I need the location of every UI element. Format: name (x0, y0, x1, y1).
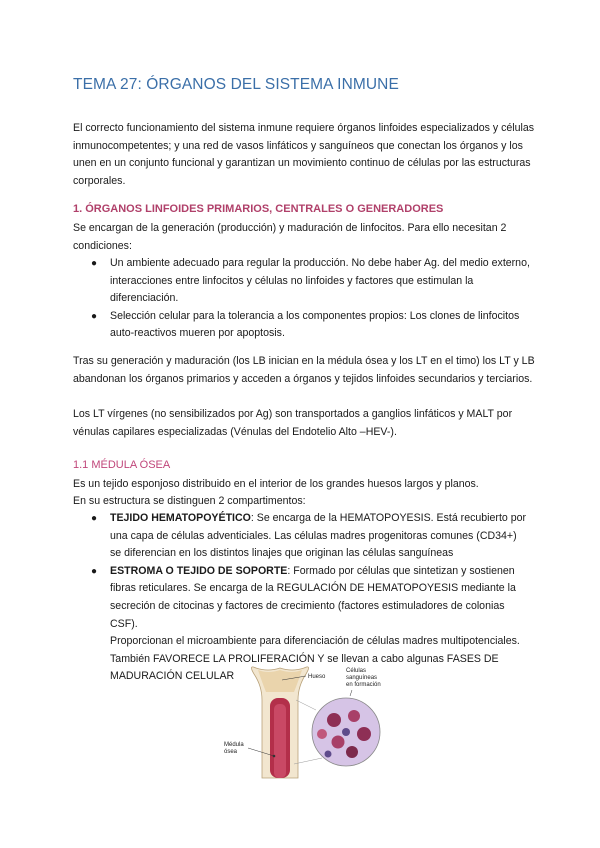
section-1-heading: 1. ÓRGANOS LINFOIDES PRIMARIOS, CENTRALES O GENERADORES (73, 203, 444, 215)
bullet-text: : Formado por células que sintetizan y sostienen fibras reticulares. Se encarga de la REGULACIÓN DE HEMATOPOYESIS mediante la secreción de citocinas y factores de crecimiento (factores estimuladores de colonias CSF). (110, 564, 516, 630)
cells-zoom-icon (312, 698, 380, 766)
intro-paragraph: El correcto funcionamiento del sistema inmune requiere órganos linfoides especializados y células inmunocompetentes; y una red de vasos linfáticos y sanguíneos que conectan los órganos y los unen en un conjunto funcional y garantizan un movimiento continuo de células por las estructuras corporales. (73, 122, 535, 187)
bone-marrow-illustration (218, 660, 388, 780)
label-cells-3: en formación (346, 682, 381, 688)
bullet-text: Selección celular para la tolerancia a los componentes propios: Los clones de linfocitos auto-reactivos mueren por apoptosis. (110, 309, 520, 340)
bullet-term: TEJIDO HEMATOPOYÉTICO (110, 512, 251, 524)
label-marrow-2: ósea (224, 749, 238, 755)
bullet-text: Proporcionan el microambiente para diferenciación de células madres multipotenciales. También FAVORECE LA PROLIFERACIÓN Y se llevan a cabo algunas FASES DE MADURACIÓN CELULAR (110, 635, 520, 683)
section-1-lead: Se encargan de la generación (producción) y maduración de linfocitos. Para ello necesitan 2 condiciones: (73, 222, 507, 252)
list-item (91, 255, 530, 308)
bullet-icon: ● (91, 565, 98, 577)
label-cells-1: Células (346, 668, 367, 674)
bullet-text: : Se encarga de la HEMATOPOYESIS. Está recubierto por una capa de células adventiciales. Las células madres progenitoras comunes (CD34+) se diferencian en los distintos linajes que originan las células sanguíneas (110, 512, 527, 560)
section-1-paragraph-2: Tras su generación y maduración (los LB inician en la médula ósea y los LT en el timo) los LT y LB abandonan los órganos primarios y acceden a órganos y tejidos linfoides secundarios y terciarios. (73, 355, 535, 385)
section-1-1-heading: 1.1 MÉDULA ÓSEA (73, 459, 171, 471)
bone-icon (251, 667, 308, 778)
bullet-term: ESTROMA O TEJIDO DE SOPORTE (110, 564, 288, 577)
bullet-icon: ● (91, 513, 98, 524)
list-item (91, 308, 530, 343)
section-1-bullets (91, 255, 530, 343)
bullet-text: Un ambiente adecuado para regular la producción. No debe haber Ag. del medio externo, interacciones entre linfocitos y células no linfoides y factores que estimulan la diferenciación. (110, 257, 530, 305)
bullet-icon: ● (91, 310, 98, 322)
section-1-1-lead-1: Es un tejido esponjoso distribuido en el interior de los grandes huesos largos y planos. (73, 478, 479, 490)
label-cells-2: sanguíneas (346, 675, 378, 681)
label-marrow-1: Médula (224, 742, 244, 748)
section-1-1-lead-2: En su estructura se distinguen 2 compartimentos: (73, 495, 306, 507)
page-title: TEMA 27: ÓRGANOS DEL SISTEMA INMUNE (73, 76, 399, 93)
section-1-paragraph-3: Los LT vírgenes (no sensibilizados por Ag) son transportados a ganglios linfáticos y MALT por vénulas capilares especializadas (Vénulas del Endotelio Alto –HEV-). (73, 408, 513, 438)
list-item (91, 510, 530, 563)
bullet-icon: ● (91, 258, 98, 269)
label-bone: Hueso (308, 674, 326, 680)
list-item (91, 563, 530, 633)
